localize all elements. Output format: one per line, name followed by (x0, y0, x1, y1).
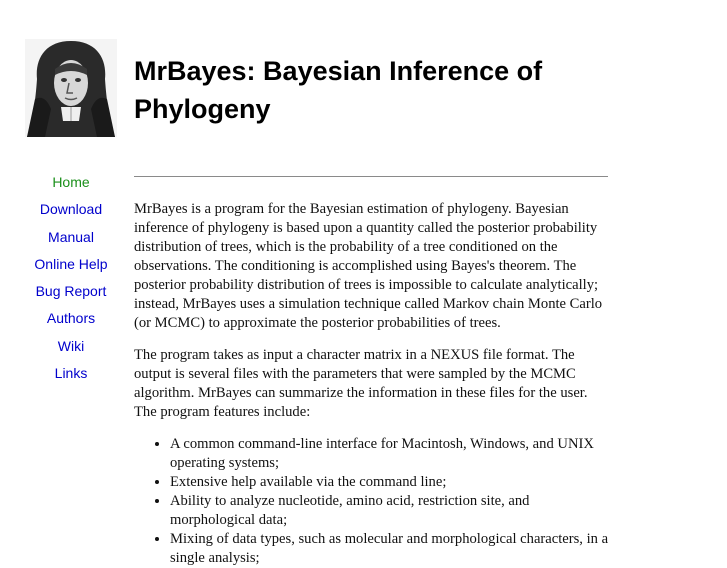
nav-link-online-help[interactable]: Online Help (34, 255, 108, 272)
nav-item-online-help (26, 255, 116, 282)
intro-paragraph: MrBayes is a program for the Bayesian estimation of phylogeny. Bayesian inference of phylogeny is based upon a quantity called the posterior probability distribution of trees, which is the probability of a tree conditioned on the observations. The conditioning is accomplished using Bayes's theorem. The posterior probability distribution of trees is impossible to calculate analytically; instead, MrBayes uses a simulation technique called Markov chain Monte Carlo (or MCMC) to approximate the posterior probabilities of trees. (134, 201, 603, 331)
nav-link-manual[interactable]: Manual (48, 228, 94, 245)
nav-item-authors (26, 309, 116, 336)
feature-item: • Extensive help available via the command line; (170, 473, 612, 492)
nav-item-download (26, 200, 116, 227)
portrait-illustration (25, 39, 117, 137)
sidebar-nav (26, 173, 116, 391)
feature-item: • Ability to analyze nucleotide, amino acid, restriction site, and morphological data; (170, 492, 612, 530)
feature-item: • A common command-line interface for Macintosh, Windows, and UNIX operating systems; (170, 435, 612, 473)
main-content (134, 200, 612, 568)
nav-link-bug-report[interactable]: Bug Report (35, 283, 107, 300)
feature-list (134, 435, 612, 568)
nav-item-links (26, 364, 116, 391)
nav-link-links[interactable]: Links (54, 365, 88, 382)
page-title: MrBayes: Bayesian Inference of Phylogeny (134, 56, 543, 124)
nav-link-download[interactable]: Download (39, 201, 103, 218)
nav-item-bug-report (26, 282, 116, 309)
nav-item-home (26, 173, 116, 200)
title-divider (134, 176, 608, 177)
nav-link-home[interactable]: Home (52, 174, 90, 190)
nav-link-wiki[interactable]: Wiki (57, 337, 85, 354)
bayes-portrait (25, 39, 117, 137)
nav-item-wiki (26, 337, 116, 364)
nav-item-manual (26, 228, 116, 255)
nav-link-authors[interactable]: Authors (46, 310, 96, 327)
feature-item: • Mixing of data types, such as molecular and morphological characters, in a single analysis; (170, 530, 612, 568)
input-output-paragraph: The program takes as input a character matrix in a NEXUS file format. The output is several files with the parameters that were sampled by the MCMC algorithm. MrBayes can summarize the information in these files for the user. The program features include: (134, 347, 588, 420)
